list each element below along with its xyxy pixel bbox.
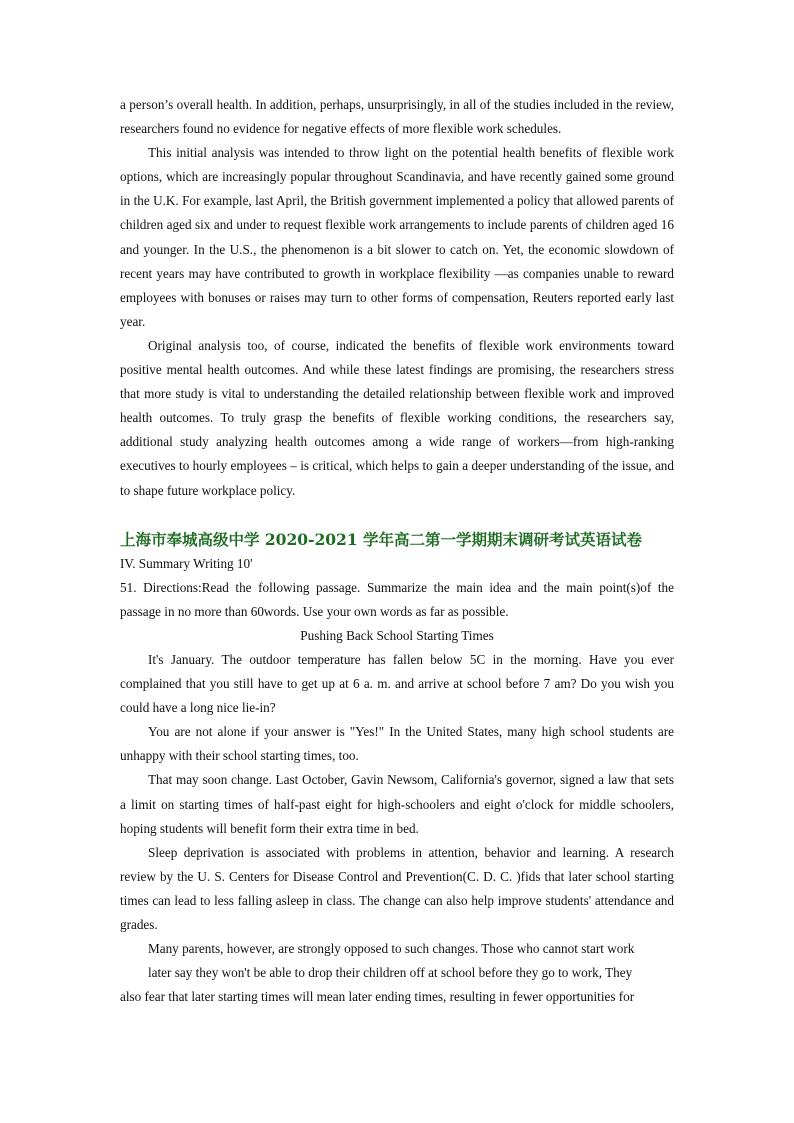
passage-title: Pushing Back School Starting Times bbox=[300, 627, 494, 643]
directions: 51. Directions:Read the following passage. Summarize the main idea and the main point(s)of the passage in no more than 60words. Use your own words as far as possible. bbox=[120, 579, 674, 619]
passage-paragraph-1: It's January. The outdoor temperature has fallen below 5C in the morning. Have you ever complained that you still have to get up at 6 a. m. and arrive at school before 7 am? Do you wish you could have a long nice lie-in? bbox=[120, 651, 674, 716]
passage-paragraph-5-line-2: later say they won't be able to drop their children off at school before they go to work, They bbox=[148, 965, 633, 981]
passage-paragraph-4: Sleep deprivation is associated with problems in attention, behavior and learning. A research review by the U. S. Centers for Disease Control and Prevention(C. D. C. )fids that later school starting times can lead to less falling asleep in class. The change can also help improve students' attendance and grades. bbox=[120, 844, 674, 932]
page-content bbox=[120, 93, 674, 1009]
passage-a-paragraph-3: Original analysis too, of course, indicated the benefits of flexible work environments toward positive mental health outcomes. And while these latest findings are promising, the researchers stress that more study is vital to understanding the detailed relationship between flexible work and improved health outcomes. To truly grasp the benefits of flexible working conditions, the researchers say, additional study analyzing health outcomes among a wide range of workers—from high-ranking executives to hourly employees – is critical, which helps to gain a deeper understanding of the issue, and to shape future workplace policy. bbox=[120, 337, 674, 498]
passage-a-paragraph-2: This initial analysis was intended to throw light on the potential health benefits of flexible work options, which are increasingly popular throughout Scandinavia, and have recently gained some ground in the U.K. For example, last April, the British government implemented a policy that allowed parents of children aged six and under to request flexible work arrangements to include parents of children aged 16 and younger. In the U.S., the phenomenon is a bit slower to catch on. Yet, the economic slowdown of recent years may have contributed to growth in workplace flexibility —as companies unable to reward employees with bonuses or raises may turn to other forms of compensation, Reuters reported early last year. bbox=[120, 145, 674, 329]
section-spacer bbox=[120, 503, 674, 527]
passage-paragraph-5-line-1: Many parents, however, are strongly opposed to such changes. Those who cannot start work bbox=[148, 941, 635, 957]
passage-paragraph-2: You are not alone if your answer is "Yes!" In the United States, many high school students are unhappy with their school starting times, too. bbox=[120, 724, 674, 764]
exam-title: 上海市奉城高级中学 2020-2021 学年高二第一学期期末调研考试英语试卷 bbox=[120, 529, 643, 549]
part-heading: IV. Summary Writing 10' bbox=[120, 555, 253, 571]
passage-paragraph-3: That may soon change. Last October, Gavin Newsom, California's governor, signed a law that sets a limit on starting times of half-past eight for high-schoolers and eight o'clock for middle schoolers, hoping students will benefit form their extra time in bed. bbox=[120, 772, 674, 836]
passage-paragraph-5-line-3: also fear that later starting times will mean later ending times, resulting in fewer opportunities for bbox=[120, 989, 635, 1005]
passage-a-paragraph-1: a person’s overall health. In addition, perhaps, unsurprisingly, in all of the studies included in the review, researchers found no evidence for negative effects of more flexible work schedules. bbox=[120, 97, 674, 137]
